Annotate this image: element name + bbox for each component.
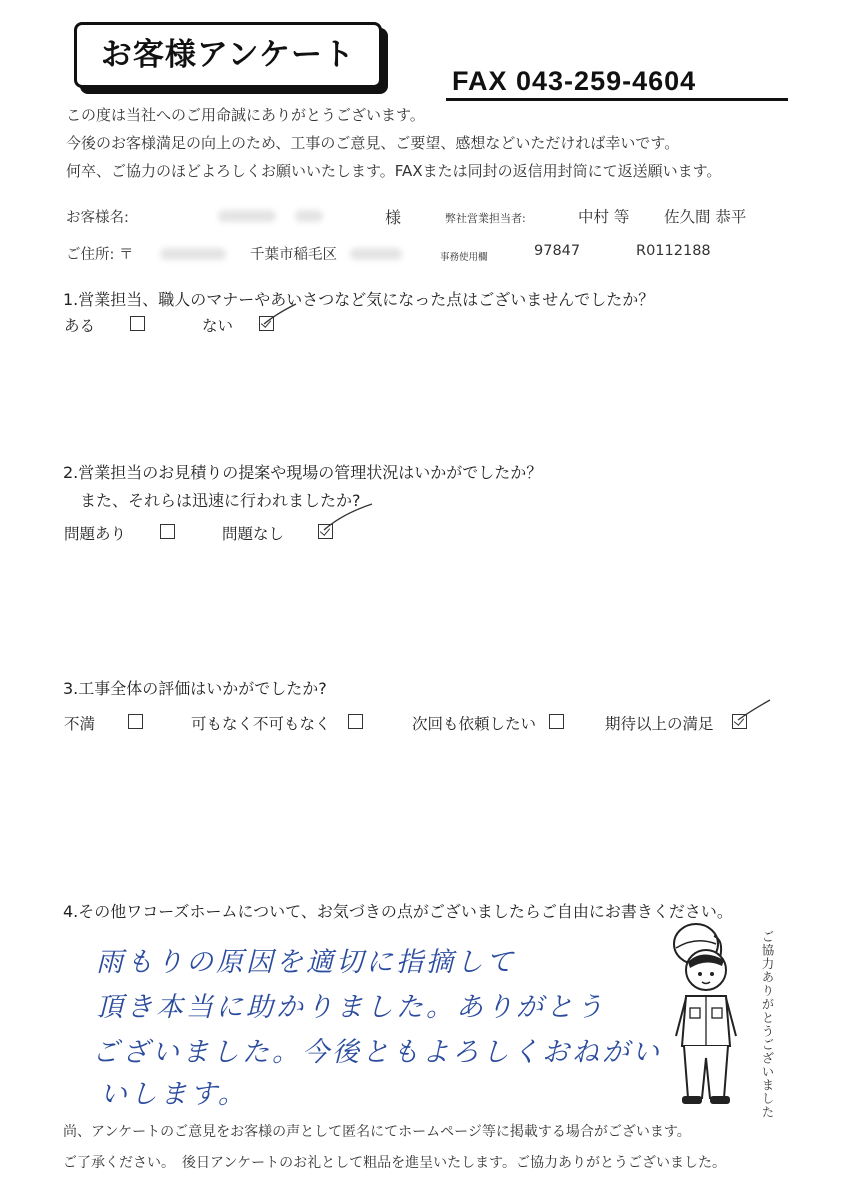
redacted-address-2 — [350, 248, 402, 260]
question-1: 1.営業担当、職人のマナーやあいさつなど気になった点はございませんでしたか？ — [63, 290, 655, 309]
sales-staff-2: 佐久間 恭平 — [664, 208, 747, 226]
redacted-name — [218, 210, 276, 222]
q2-option-issue-label: 問題あり — [64, 525, 127, 543]
q2-option-noissue-label: 問題なし — [222, 525, 285, 543]
redacted-name-2 — [295, 210, 323, 222]
footer-line-1: 尚、アンケートのご意見をお客様の声として匿名にてホームページ等に掲載する場合がございます。 — [63, 1124, 691, 1140]
title-box — [74, 22, 382, 88]
fax-number: FAX 043-259-4604 — [452, 66, 697, 96]
q1-hand-check-mark — [262, 302, 298, 332]
office-code-2: R0112188 — [636, 243, 711, 259]
handwritten-answer-line-4: いします。 — [100, 1079, 248, 1110]
question-3: 3.工事全体の評価はいかがでしたか? — [63, 679, 327, 698]
q3-option-1-checkbox[interactable] — [128, 714, 143, 729]
thanks-vertical-text: ご協力ありがとうございました — [760, 930, 775, 1119]
q3-option-1-label: 不満 — [64, 715, 96, 733]
office-use-label: 事務使用欄 — [440, 252, 488, 263]
q2-option-issue-checkbox[interactable] — [160, 524, 175, 539]
question-2: 2.営業担当のお見積りの提案や現場の管理状況はいかがでしたか？ — [63, 463, 543, 482]
q3-option-3-checkbox[interactable] — [549, 714, 564, 729]
q3-option-2-checkbox[interactable] — [348, 714, 363, 729]
footer-line-2: ご了承ください。 後日アンケートのお礼として粗品を進呈いたします。ご協力ありがとうございました。 — [63, 1155, 727, 1171]
handwritten-answer-line-3: ございました。今後ともよろしくおねがい — [92, 1037, 662, 1068]
office-code-1: 97847 — [534, 243, 581, 259]
handwritten-answer-line-2: 頂き本当に助かりました。ありがとう — [96, 992, 606, 1023]
redacted-address — [160, 248, 226, 260]
q2-hand-check-mark — [322, 500, 374, 536]
sales-staff-label: 弊社営業担当者: — [445, 212, 526, 225]
q3-option-4-label: 期待以上の満足 — [605, 715, 714, 733]
sales-staff-1: 中村 等 — [578, 208, 630, 226]
honorific: 様 — [385, 208, 402, 227]
q3-option-2-label: 可もなく不可もなく — [191, 715, 331, 733]
intro-line-1: この度は当社へのご用命誠にありがとうございます。 — [66, 106, 425, 124]
q3-hand-check-mark — [736, 698, 772, 728]
worker-bowing-illustration — [656, 918, 756, 1114]
intro-line-2: 今後のお客様満足の向上のため、工事のご意見、ご要望、感想などいただければ幸いです。 — [66, 134, 680, 152]
q1-option-yes-label: ある — [64, 317, 96, 335]
question-4: 4.その他ワコーズホームについて、お気づきの点がございましたらご自由にお書きください。 — [63, 902, 733, 921]
q1-option-no-label: ない — [202, 317, 234, 335]
question-2-sub: また、それらは迅速に行われましたか? — [80, 491, 361, 510]
q1-option-yes-checkbox[interactable] — [130, 316, 145, 331]
address-label: ご住所: 〒 — [66, 247, 134, 263]
q3-option-3-label: 次回も依頼したい — [412, 715, 537, 733]
customer-name-label: お客様名: — [66, 210, 129, 226]
handwritten-answer-line-1: 雨もりの原因を適切に指摘して — [96, 947, 516, 978]
intro-line-3: 何卒、ご協力のほどよろしくお願いいたします。FAXまたは同封の返信用封筒にて返送願います。 — [66, 162, 722, 180]
address-city: 千葉市稲毛区 — [250, 247, 337, 263]
survey-title: お客様アンケート — [100, 37, 356, 73]
fax-underline — [446, 98, 788, 101]
